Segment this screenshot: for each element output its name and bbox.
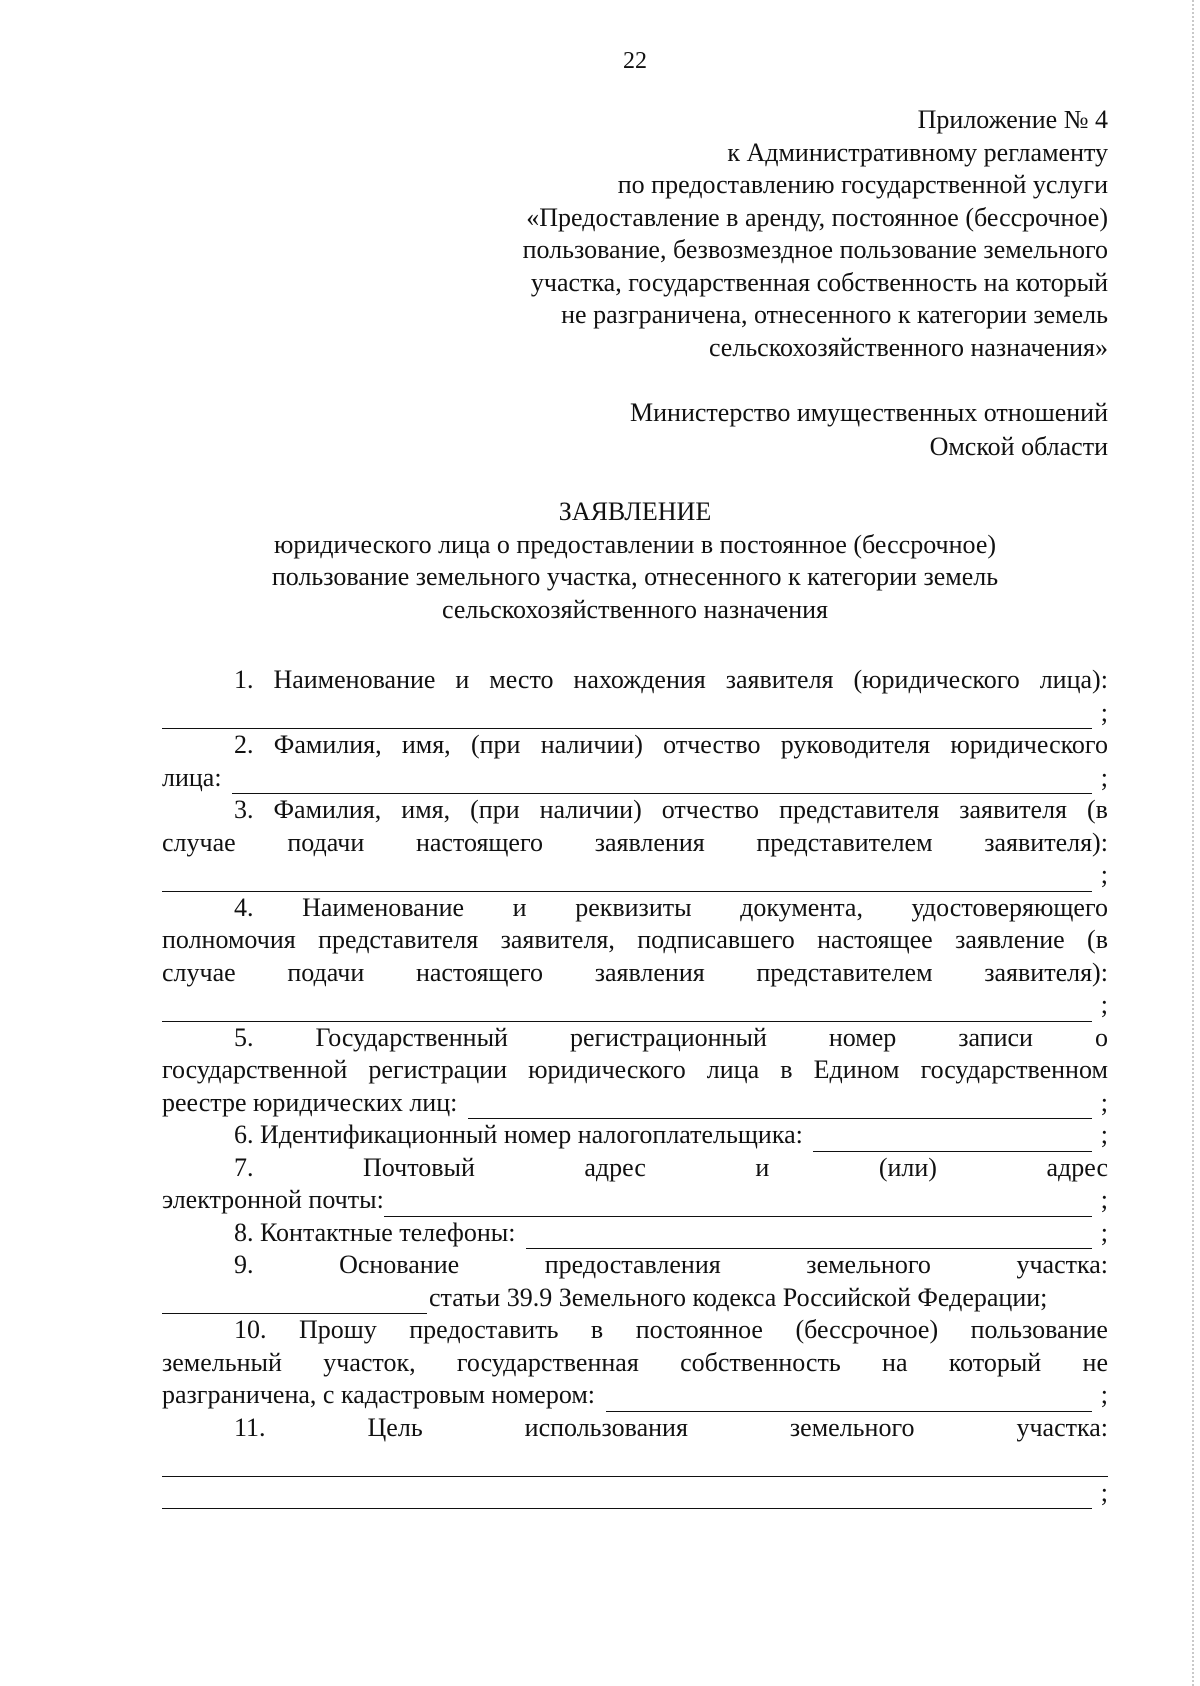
item-10-input-line[interactable] bbox=[606, 1386, 1092, 1412]
line-terminator: ; bbox=[1100, 1120, 1108, 1149]
word: случае bbox=[162, 957, 236, 987]
word: предоставить bbox=[409, 1315, 559, 1344]
item-8-label: 8. Контактные телефоны: bbox=[234, 1217, 522, 1247]
word: представителем bbox=[756, 957, 933, 987]
document-heading bbox=[162, 496, 1108, 626]
word: записи bbox=[958, 1022, 1033, 1052]
item-9-label bbox=[162, 1249, 1108, 1282]
word: заявителя): bbox=[984, 827, 1108, 857]
word: Государственный bbox=[315, 1022, 508, 1052]
word: предоставления bbox=[544, 1250, 721, 1279]
word: нахождения bbox=[573, 665, 706, 694]
item-5-label-cont bbox=[162, 1054, 1108, 1087]
item-5-label bbox=[162, 1022, 1108, 1055]
item-2-input-line[interactable] bbox=[232, 768, 1092, 794]
word: государственная bbox=[456, 1347, 639, 1377]
page-number: 22 bbox=[623, 48, 647, 74]
word: имя, bbox=[401, 795, 451, 824]
item-10-field-row bbox=[162, 1379, 1108, 1412]
word: отчество bbox=[661, 795, 760, 824]
word: руководителя bbox=[780, 730, 931, 759]
line-terminator: ; bbox=[1100, 860, 1108, 889]
word: заявителя bbox=[959, 795, 1067, 824]
line-terminator: ; bbox=[1100, 1477, 1108, 1507]
word: регистрационный bbox=[569, 1022, 767, 1052]
word: Прошу bbox=[298, 1315, 377, 1344]
item-2-field-row bbox=[162, 762, 1108, 795]
word: государственном bbox=[920, 1055, 1108, 1084]
word: пользование bbox=[970, 1315, 1108, 1344]
word: подписавшего bbox=[637, 925, 795, 954]
word: 11. bbox=[234, 1412, 266, 1442]
item-6-field-row bbox=[162, 1119, 1108, 1152]
appendix-line: по предоставлению государственной услуги bbox=[617, 170, 1108, 199]
word: участок, bbox=[323, 1347, 416, 1377]
word: 5. bbox=[234, 1022, 254, 1052]
line-terminator: ; bbox=[1100, 1217, 1108, 1247]
word: заявления bbox=[594, 827, 705, 857]
word: место bbox=[489, 665, 554, 694]
appendix-line: пользование, безвозмездное пользование земельного bbox=[522, 235, 1108, 264]
item-7-label bbox=[162, 1152, 1108, 1185]
word: земельного bbox=[789, 1412, 915, 1442]
word: (в bbox=[1087, 795, 1108, 824]
line-terminator: ; bbox=[1100, 1087, 1108, 1117]
appendix-line: к Административному регламенту bbox=[727, 137, 1108, 167]
word: земельного bbox=[806, 1250, 931, 1279]
word: полномочия bbox=[162, 925, 296, 954]
document-title: ЗАЯВЛЕНИЕ bbox=[558, 497, 712, 526]
word: о bbox=[1094, 1022, 1108, 1052]
item-1-field-row bbox=[162, 697, 1108, 730]
word: 4. bbox=[234, 892, 254, 922]
word: заявителя, bbox=[500, 925, 615, 954]
document-subtitle-line: пользование земельного участка, отнесенного к категории земель bbox=[271, 562, 999, 591]
word: 10. bbox=[234, 1315, 267, 1344]
item-8-field-row bbox=[162, 1217, 1108, 1250]
word: заявителя): bbox=[984, 957, 1108, 987]
item-3-label-cont bbox=[162, 827, 1108, 860]
word: в bbox=[780, 1055, 793, 1084]
word: Цель bbox=[367, 1412, 423, 1442]
word: регистрации bbox=[368, 1055, 508, 1084]
item-11-field-row bbox=[162, 1444, 1108, 1477]
word: (в bbox=[1087, 925, 1108, 954]
word: (юридического bbox=[853, 665, 1020, 694]
line-terminator: ; bbox=[1100, 762, 1108, 792]
word: отчество bbox=[663, 730, 761, 759]
item-5-field-row bbox=[162, 1087, 1108, 1120]
word: заявителя bbox=[725, 665, 834, 694]
word: Почтовый bbox=[363, 1152, 475, 1182]
item-1-label bbox=[162, 664, 1108, 697]
word: юридического bbox=[950, 730, 1108, 759]
item-10-label-cont: разграничена, с кадастровым номером: bbox=[162, 1380, 602, 1409]
item-5-label-cont: реестре юридических лиц: bbox=[162, 1087, 464, 1117]
word: лица bbox=[706, 1055, 760, 1084]
item-3-input-line[interactable] bbox=[162, 866, 1092, 892]
word: Основание bbox=[339, 1250, 460, 1279]
item-11-label bbox=[162, 1412, 1108, 1445]
word: (бессрочное) bbox=[795, 1315, 939, 1344]
word: (при bbox=[470, 730, 521, 759]
word: и bbox=[512, 892, 527, 922]
item-11-input-line[interactable] bbox=[162, 1451, 1108, 1477]
word: в bbox=[590, 1315, 604, 1344]
word: представителя bbox=[779, 795, 940, 824]
word: Фамилия, bbox=[273, 730, 382, 759]
item-11-field-row bbox=[162, 1477, 1108, 1510]
application-form bbox=[162, 664, 1108, 1509]
document-subtitle-line: сельскохозяйственного назначения bbox=[441, 594, 829, 624]
appendix-line: Приложение № 4 bbox=[917, 105, 1108, 134]
item-3-field-row bbox=[162, 859, 1108, 892]
appendix-line: «Предоставление в аренду, постоянное (бессрочное) bbox=[526, 202, 1108, 232]
item-10-label bbox=[162, 1314, 1108, 1347]
item-8-input-line[interactable] bbox=[526, 1223, 1092, 1249]
item-3-label bbox=[162, 794, 1108, 827]
word: не bbox=[1082, 1347, 1108, 1377]
item-6-label: 6. Идентификационный номер налогоплательщика: bbox=[234, 1120, 810, 1149]
word: представителем bbox=[756, 827, 933, 857]
item-6-input-line[interactable] bbox=[813, 1126, 1092, 1152]
item-4-label-cont bbox=[162, 957, 1108, 990]
item-4-label bbox=[162, 892, 1108, 925]
item-4-input-line[interactable] bbox=[162, 996, 1092, 1022]
word: настоящего bbox=[415, 827, 543, 857]
item-7-label-cont: электронной почты: bbox=[162, 1185, 384, 1214]
word: Наименование bbox=[273, 665, 436, 694]
word: 1. bbox=[234, 665, 254, 694]
word: имя, bbox=[401, 730, 451, 759]
line-terminator: ; bbox=[1100, 990, 1108, 1019]
word: 9. bbox=[234, 1250, 254, 1279]
word: наличии) bbox=[539, 795, 642, 824]
word: заявление bbox=[955, 925, 1065, 954]
recipient-line: Министерство имущественных отношений bbox=[630, 398, 1108, 427]
item-4-field-row bbox=[162, 989, 1108, 1022]
word: адрес bbox=[584, 1152, 646, 1182]
word: реквизиты bbox=[575, 892, 692, 922]
word: 7. bbox=[234, 1152, 254, 1182]
word: собственность bbox=[680, 1347, 841, 1377]
word: Фамилия, bbox=[273, 795, 382, 824]
word: Наименование bbox=[302, 892, 465, 922]
item-1-input-line[interactable] bbox=[162, 703, 1092, 729]
recipient-line: Омской области bbox=[929, 432, 1108, 461]
appendix-line: сельскохозяйственного назначения» bbox=[708, 332, 1108, 362]
recipient-block bbox=[508, 396, 1108, 464]
item-9-input-line[interactable] bbox=[162, 1288, 427, 1314]
word: наличии) bbox=[540, 730, 643, 759]
word: номер bbox=[828, 1022, 897, 1052]
word: адрес bbox=[1046, 1152, 1108, 1182]
word: документа, bbox=[740, 892, 863, 922]
item-4-label-cont bbox=[162, 924, 1108, 957]
word: 2. bbox=[234, 730, 254, 759]
word: и bbox=[755, 1152, 770, 1182]
word: представителя bbox=[318, 925, 479, 954]
item-11-input-line[interactable] bbox=[162, 1483, 1092, 1509]
word: настоящее bbox=[817, 925, 933, 954]
word: государственной bbox=[162, 1055, 348, 1084]
line-terminator: ; bbox=[1100, 1380, 1108, 1409]
word: удостоверяющего bbox=[911, 892, 1108, 922]
appendix-line: участка, государственная собственность на который bbox=[530, 267, 1108, 297]
page-edge-dotted bbox=[1192, 0, 1194, 1686]
document-subtitle-line: юридического лица о предоставлении в постоянное (бессрочное) bbox=[273, 529, 997, 559]
appendix-block bbox=[428, 104, 1108, 364]
word: подачи bbox=[287, 827, 365, 857]
word: юридического bbox=[528, 1055, 686, 1084]
word: заявления bbox=[594, 957, 705, 987]
word: который bbox=[948, 1347, 1042, 1377]
word: участка: bbox=[1016, 1250, 1108, 1279]
word: и bbox=[455, 665, 470, 694]
item-2-label-cont: лица: bbox=[162, 762, 229, 792]
word: 3. bbox=[234, 795, 254, 824]
item-9-field-row bbox=[162, 1282, 1108, 1315]
word: постоянное bbox=[635, 1315, 763, 1344]
word: (при bbox=[470, 795, 520, 824]
word: (или) bbox=[878, 1152, 937, 1182]
word: случае bbox=[162, 827, 236, 857]
item-9-legal-basis-text: статьи 39.9 Земельного кодекса Российской Федерации; bbox=[429, 1282, 1048, 1312]
item-7-input-line[interactable] bbox=[384, 1191, 1092, 1217]
appendix-line: не разграничена, отнесенного к категории земель bbox=[561, 300, 1108, 329]
word: использования bbox=[524, 1412, 688, 1442]
item-5-input-line[interactable] bbox=[468, 1093, 1092, 1119]
line-terminator: ; bbox=[1100, 697, 1108, 727]
item-7-field-row bbox=[162, 1184, 1108, 1217]
word: на bbox=[882, 1347, 908, 1377]
word: лица): bbox=[1039, 665, 1108, 694]
item-2-label bbox=[162, 729, 1108, 762]
word: подачи bbox=[287, 957, 365, 987]
word: настоящего bbox=[415, 957, 543, 987]
word: участка: bbox=[1016, 1412, 1108, 1442]
item-10-label-cont bbox=[162, 1347, 1108, 1380]
word: Едином bbox=[813, 1055, 900, 1084]
word: земельный bbox=[162, 1347, 282, 1377]
line-terminator: ; bbox=[1100, 1185, 1108, 1214]
